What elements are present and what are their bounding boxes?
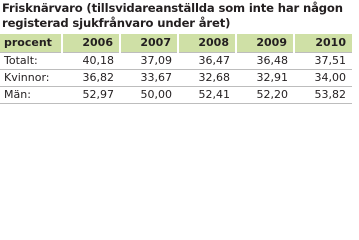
table-cell: 52,41 — [178, 86, 236, 103]
row-label: Totalt: — [0, 52, 62, 69]
header-year: 2009 — [236, 34, 294, 52]
table-row — [0, 52, 352, 69]
table-cell: 40,18 — [62, 52, 120, 69]
table-cell: 36,47 — [178, 52, 236, 69]
row-label: Män: — [0, 86, 62, 103]
table-cell: 32,91 — [236, 69, 294, 86]
table-cell: 53,82 — [294, 86, 352, 103]
row-label: Kvinnor: — [0, 69, 62, 86]
table-cell: 50,00 — [120, 86, 178, 103]
table-cell: 32,68 — [178, 69, 236, 86]
table-cell: 33,67 — [120, 69, 178, 86]
table-row — [0, 69, 352, 86]
table-cell: 34,00 — [294, 69, 352, 86]
sick-leave-table — [0, 34, 352, 104]
header-year: 2010 — [294, 34, 352, 52]
table-cell: 36,48 — [236, 52, 294, 69]
table-cell: 37,51 — [294, 52, 352, 69]
table-title: Frisknärvaro (tillsvidareanställda som inte har någon registerad sjukfrånvaro under året) — [2, 1, 343, 30]
table-cell: 37,09 — [120, 52, 178, 69]
table-cell: 52,97 — [62, 86, 120, 103]
table-row — [0, 86, 352, 103]
table-cell: 52,20 — [236, 86, 294, 103]
header-year: 2008 — [178, 34, 236, 52]
header-year: 2007 — [120, 34, 178, 52]
table-cell: 36,82 — [62, 69, 120, 86]
header-unit-label: procent — [0, 34, 62, 52]
header-year: 2006 — [62, 34, 120, 52]
header-row — [0, 34, 352, 52]
